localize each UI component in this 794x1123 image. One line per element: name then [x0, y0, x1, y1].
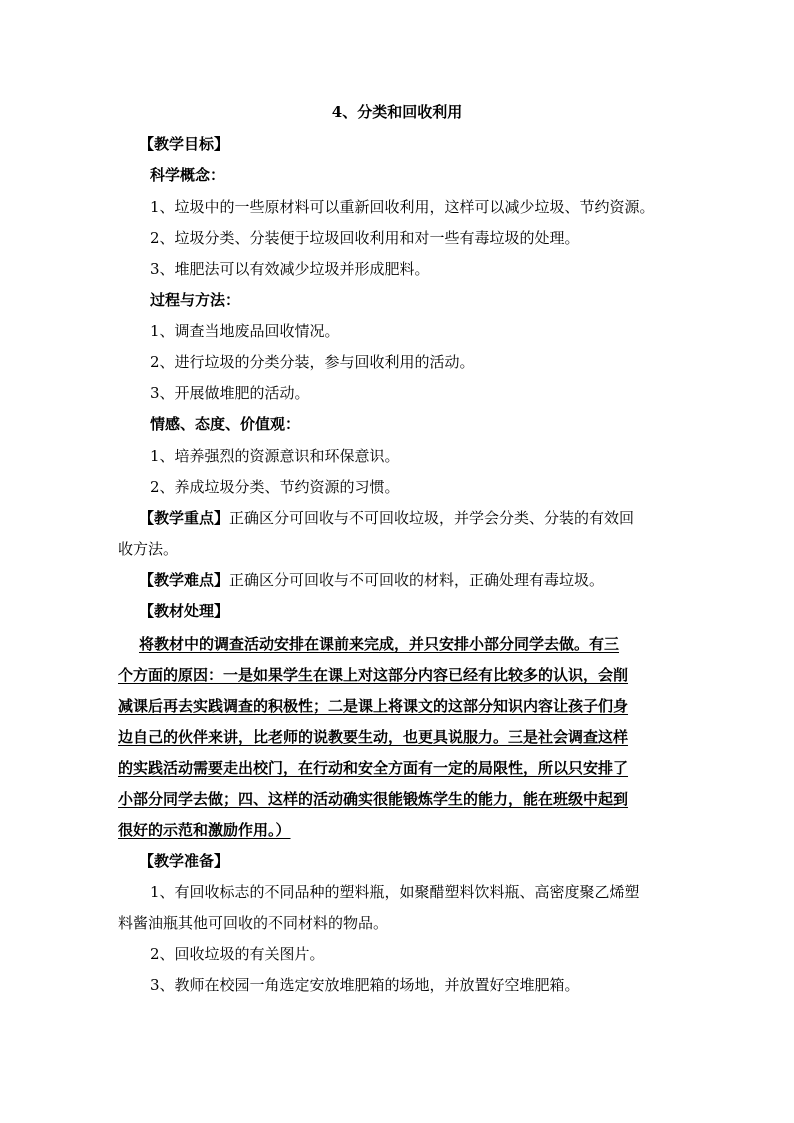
process-item: 2、进行垃圾的分类分装，参与回收利用的活动。 — [150, 353, 475, 371]
attitude-heading: 情感、态度、价值观： — [150, 415, 301, 433]
prep-heading: 【教学准备】 — [139, 852, 230, 870]
science-item: 1、垃圾中的一些原材料可以重新回收利用，这样可以减少垃圾、节约资源。 — [150, 198, 655, 216]
prep-line: 2、回收垃圾的有关图片。 — [150, 945, 325, 963]
material-line — [118, 758, 688, 778]
material-text: 的实践活动需要走出校门，在行动和安全方面有一定的局限性，所以只安排了 — [118, 759, 629, 777]
process-heading: 过程与方法： — [150, 291, 241, 309]
keypoint-line — [139, 508, 709, 528]
material-line — [118, 789, 688, 809]
difficulty-label: 【教学难点】 — [139, 571, 230, 589]
goals-heading: 【教学目标】 — [139, 135, 230, 153]
difficulty-line — [139, 570, 709, 590]
science-item: 2、垃圾分类、分装便于垃圾回收利用和对一些有毒垃圾的处理。 — [150, 229, 580, 247]
material-line — [118, 727, 688, 747]
attitude-item: 1、培养强烈的资源意识和环保意识。 — [150, 447, 400, 465]
material-text: 将教材中的调查活动安排在课前来完成，并只安排小部分同学去做。有三 — [139, 635, 620, 653]
difficulty-text: 正确区分可回收与不可回收的材料，正确处理有毒垃圾。 — [229, 571, 605, 589]
material-text: 减课后再去实践调查的积极性；二是课上将课文的这部分知识内容让孩子们身 — [118, 697, 629, 715]
material-text: 边自己的伙伴来讲，比老师的说教要生动，也更具说服力。三是社会调查这样 — [118, 728, 629, 746]
process-item: 3、开展做堆肥的活动。 — [150, 384, 310, 402]
prep-line: 1、有回收标志的不同品种的塑料瓶，如聚醋塑料饮料瓶、高密度聚乙烯塑 — [150, 883, 640, 901]
material-line — [118, 665, 688, 685]
prep-line: 3、教师在校园一角选定安放堆肥箱的场地，并放置好空堆肥箱。 — [150, 976, 580, 994]
keypoint-label: 【教学重点】 — [139, 509, 230, 527]
material-heading: 【教材处理】 — [139, 602, 230, 620]
document-title: 4、分类和回收利用 — [331, 103, 463, 121]
keypoint-text: 正确区分可回收与不可回收垃圾，并学会分类、分装的有效回 — [229, 509, 635, 527]
material-line — [118, 696, 688, 716]
material-line — [118, 820, 688, 840]
science-heading: 科学概念： — [150, 166, 226, 184]
material-text: 个方面的原因：一是如果学生在课上对这部分内容已经有比较多的认识，会削 — [118, 666, 629, 684]
material-text: 小部分同学去做；四、这样的活动确实很能锻炼学生的能力，能在班级中起到 — [118, 790, 629, 808]
keypoint-line-2: 收方法。 — [118, 540, 179, 558]
process-item: 1、调查当地废品回收情况。 — [150, 322, 340, 340]
material-text: 很好的示范和激励作用。） — [118, 821, 291, 839]
material-line — [139, 634, 709, 654]
attitude-item: 2、养成垃圾分类、节约资源的习惯。 — [150, 478, 400, 496]
science-item: 3、堆肥法可以有效减少垃圾并形成肥料。 — [150, 260, 430, 278]
prep-line: 料酱油瓶其他可回收的不同材料的物品。 — [118, 914, 389, 932]
